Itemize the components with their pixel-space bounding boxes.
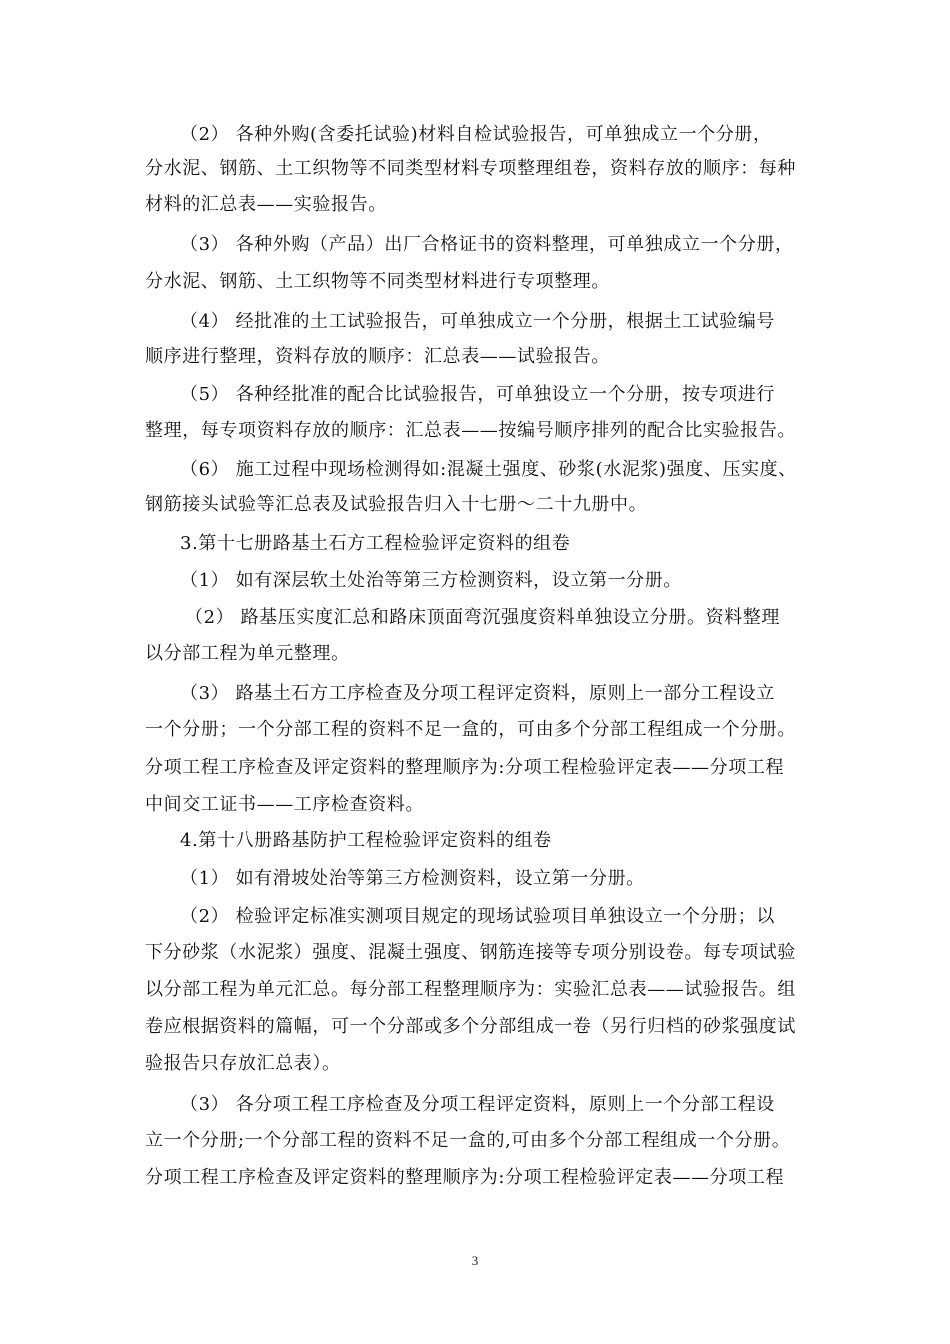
text-line: 中间交工证书——工序检查资料。: [145, 794, 424, 815]
text-line: 分水泥、钢筋、土工织物等不同类型材料专项整理组卷，资料存放的顺序：每种: [145, 158, 796, 179]
text-line: （3） 各分项工程工序检查及分项工程评定资料，原则上一个分部工程设: [180, 1094, 775, 1115]
section-heading: 4.第十八册路基防护工程检验评定资料的组卷: [180, 830, 552, 851]
text-line: （6） 施工过程中现场检测得如:混凝土强度、砂浆(水泥浆)强度、压实度、: [180, 459, 797, 480]
text-line: 材料的汇总表——实验报告。: [145, 194, 387, 215]
text-line: （2） 检验评定标准实测项目规定的现场试验项目单独设立一个分册；以: [180, 906, 775, 927]
text-line: 顺序进行整理，资料存放的顺序：汇总表——试验报告。: [145, 346, 610, 367]
text-line: 以分部工程为单元汇总。每分部工程整理顺序为：实验汇总表——试验报告。组: [145, 979, 796, 1000]
text-line: （2） 路基压实度汇总和路床顶面弯沉强度资料单独设立分册。资料整理: [185, 607, 780, 628]
text-line: （4） 经批准的土工试验报告，可单独成立一个分册，根据土工试验编号: [180, 311, 775, 332]
text-line: （3） 路基土石方工序检查及分项工程评定资料，原则上一部分工程设立: [180, 683, 775, 704]
text-line: 分项工程工序检查及评定资料的整理顺序为:分项工程检验评定表——分项工程: [145, 1167, 785, 1188]
text-line: 分项工程工序检查及评定资料的整理顺序为:分项工程检验评定表——分项工程: [145, 757, 785, 778]
section-heading: 3.第十七册路基土石方工程检验评定资料的组卷: [180, 533, 571, 554]
text-line: （2） 各种外购(含委托试验)材料自检试验报告，可单独成立一个分册，: [180, 124, 772, 145]
page-number: 3: [471, 1253, 479, 1268]
text-line: 分水泥、钢筋、土工织物等不同类型材料进行专项整理。: [145, 271, 610, 292]
text-line: （1） 如有深层软土处治等第三方检测资料，设立第一分册。: [180, 570, 682, 591]
text-line: 钢筋接头试验等汇总表及试验报告归入十七册～二十九册中。: [145, 494, 648, 515]
text-line: 验报告只存放汇总表）。: [145, 1053, 341, 1074]
text-line: 立一个分册;一个分部工程的资料不足一盒的,可由多个分部工程组成一个分册。: [145, 1130, 791, 1151]
text-line: 一个分册；一个分部工程的资料不足一盒的，可由多个分部工程组成一个分册。: [145, 719, 796, 740]
text-line: （5） 各种经批准的配合比试验报告，可单独设立一个分册，按专项进行: [180, 384, 775, 405]
text-line: （3） 各种外购（产品）出厂合格证书的资料整理，可单独成立一个分册，: [180, 234, 794, 255]
text-line: 整理，每专项资料存放的顺序：汇总表——按编号顺序排列的配合比实验报告。: [145, 420, 796, 441]
text-line: 卷应根据资料的篇幅，可一个分部或多个分部组成一卷（另行归档的砂浆强度试: [145, 1016, 796, 1037]
text-line: 以分部工程为单元整理。: [145, 643, 350, 664]
text-line: 下分砂浆（水泥浆）强度、混凝土强度、钢筋连接等专项分别设卷。每专项试验: [145, 942, 796, 963]
text-line: （1） 如有滑坡处治等第三方检测资料，设立第一分册。: [180, 868, 645, 889]
